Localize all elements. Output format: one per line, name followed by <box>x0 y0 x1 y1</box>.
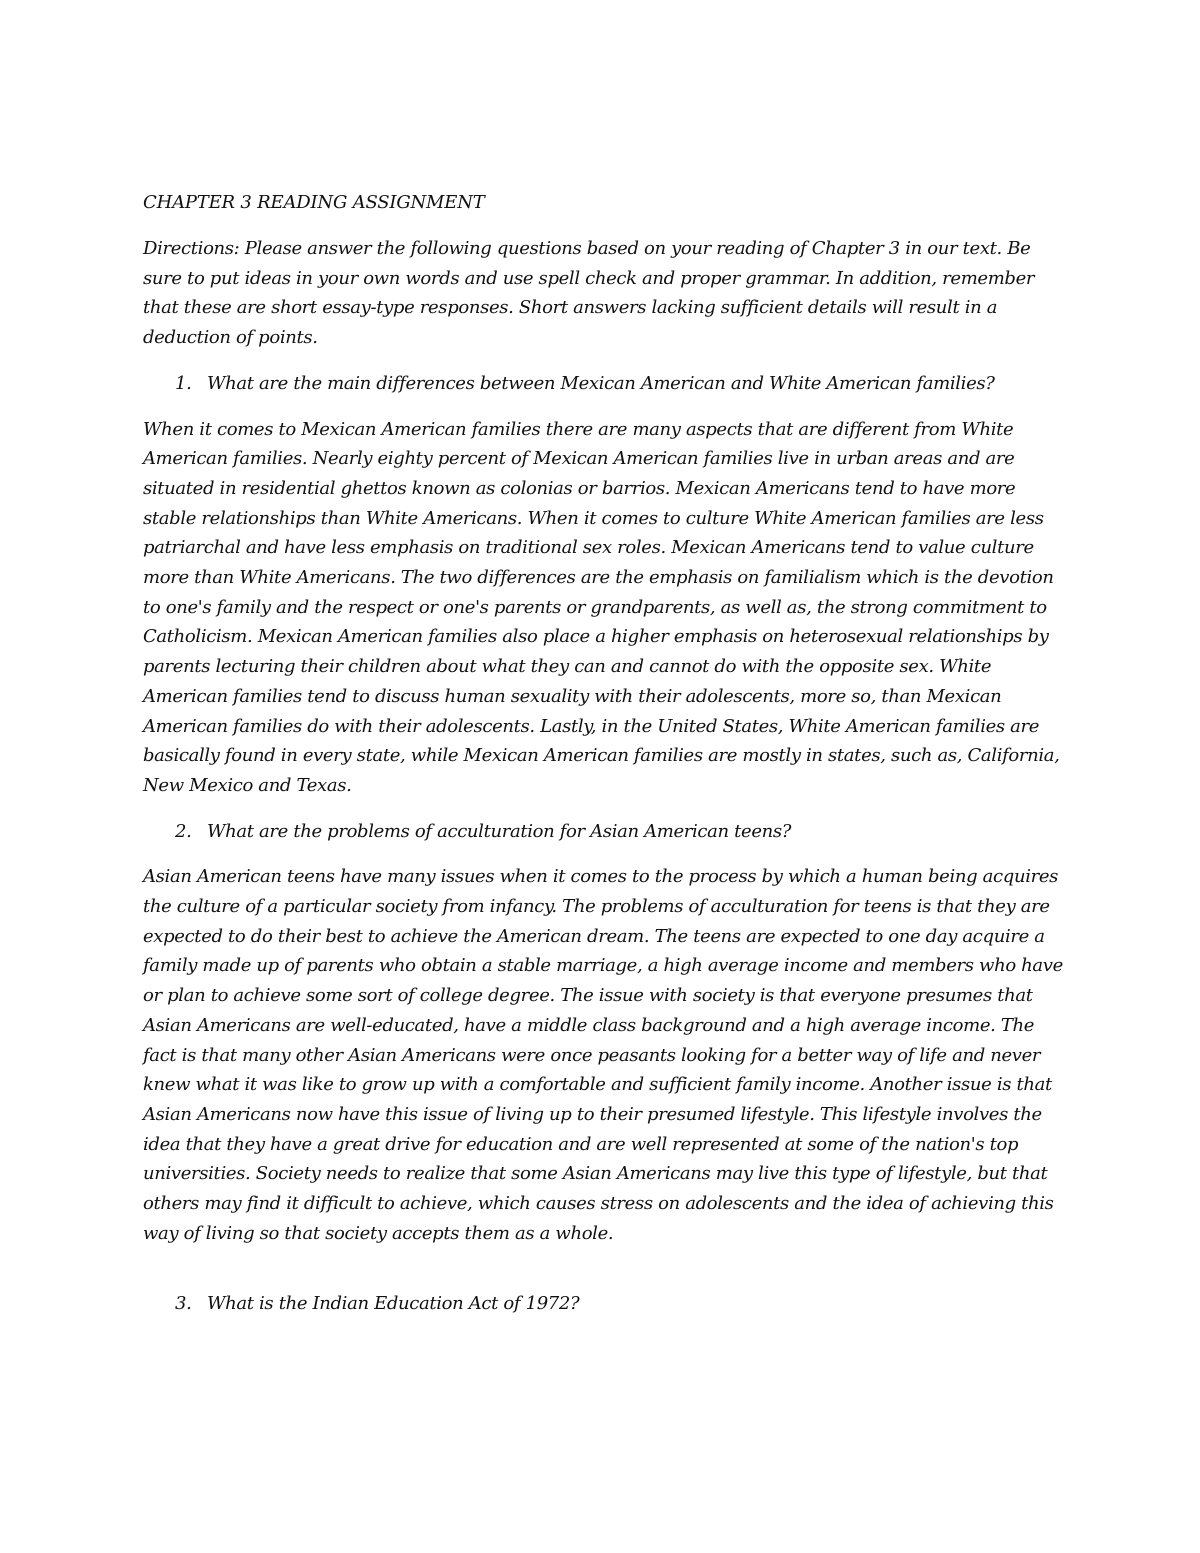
question-text: What are the main differences between Mexican American and White American families? <box>207 372 995 394</box>
document-page <box>143 188 1063 1334</box>
question-3 <box>143 1289 1063 1319</box>
directions-paragraph: Directions: Please answer the following questions based on your reading of Chapter 3 in our text. Be sure to put ideas in your own words and use spell check and proper grammar. In addition, remember that these are short essay-type responses. Short answers lacking sufficient details will result in a deduction of points. <box>143 238 1035 349</box>
question-text: What is the Indian Education Act of 1972? <box>207 1292 580 1314</box>
question-1 <box>143 369 1063 399</box>
answer-1-paragraph: When it comes to Mexican American families there are many aspects that are different from White American families. Nearly eighty percent of Mexican American families live in urban areas and are situated in residential ghettos known as colonias or barrios. Mexican Americans tend to have more stable relationships than White Americans. When it comes to culture White American families are less patriarchal and have less emphasis on traditional sex roles. Mexican Americans tend to value culture more than White Americans. The two differences are the emphasis on familialism which is the devotion to one's family and the respect or one's parents or grandparents, as well as, the strong commitment to Catholicism. Mexican American families also place a higher emphasis on heterosexual relationships by parents lecturing their children about what they can and cannot do with the opposite sex. White American families tend to discuss human sexuality with their adolescents, more so, than Mexican American families do with their adolescents. Lastly, in the United States, White American families are basically found in every state, while Mexican American families are mostly in states, such as, California, New Mexico and Texas. <box>143 418 1060 796</box>
question-2 <box>143 817 1063 847</box>
answer-2-paragraph: Asian American teens have many issues when it comes to the process by which a human being acquires the culture of a particular society from infancy. The problems of acculturation for teens is that they are expected to do their best to achieve the American dream. The teens are expected to one day acquire a family made up of parents who obtain a stable marriage, a high average income and members who have or plan to achieve some sort of college degree. The issue with society is that everyone presumes that Asian Americans are well-educated, have a middle class background and a high average income. The fact is that many other Asian Americans were once peasants looking for a better way of life and never knew what it was like to grow up with a comfortable and sufficient family income. Another issue is that Asian Americans now have this issue of living up to their presumed lifestyle. This lifestyle involves the idea that they have a great drive for education and are well represented at some of the nation's top universities. Society needs to realize that some Asian Americans may live this type of lifestyle, but that others may find it difficult to achieve, which causes stress on adolescents and the idea of achieving this way of living so that society accepts them as a whole. <box>143 866 1063 1244</box>
question-text: What are the problems of acculturation for Asian American teens? <box>207 820 792 842</box>
document-title: CHAPTER 3 READING ASSIGNMENT <box>143 192 485 213</box>
question-number: 3. <box>175 1292 192 1314</box>
question-number: 2. <box>175 820 192 842</box>
question-number: 1. <box>175 372 192 394</box>
